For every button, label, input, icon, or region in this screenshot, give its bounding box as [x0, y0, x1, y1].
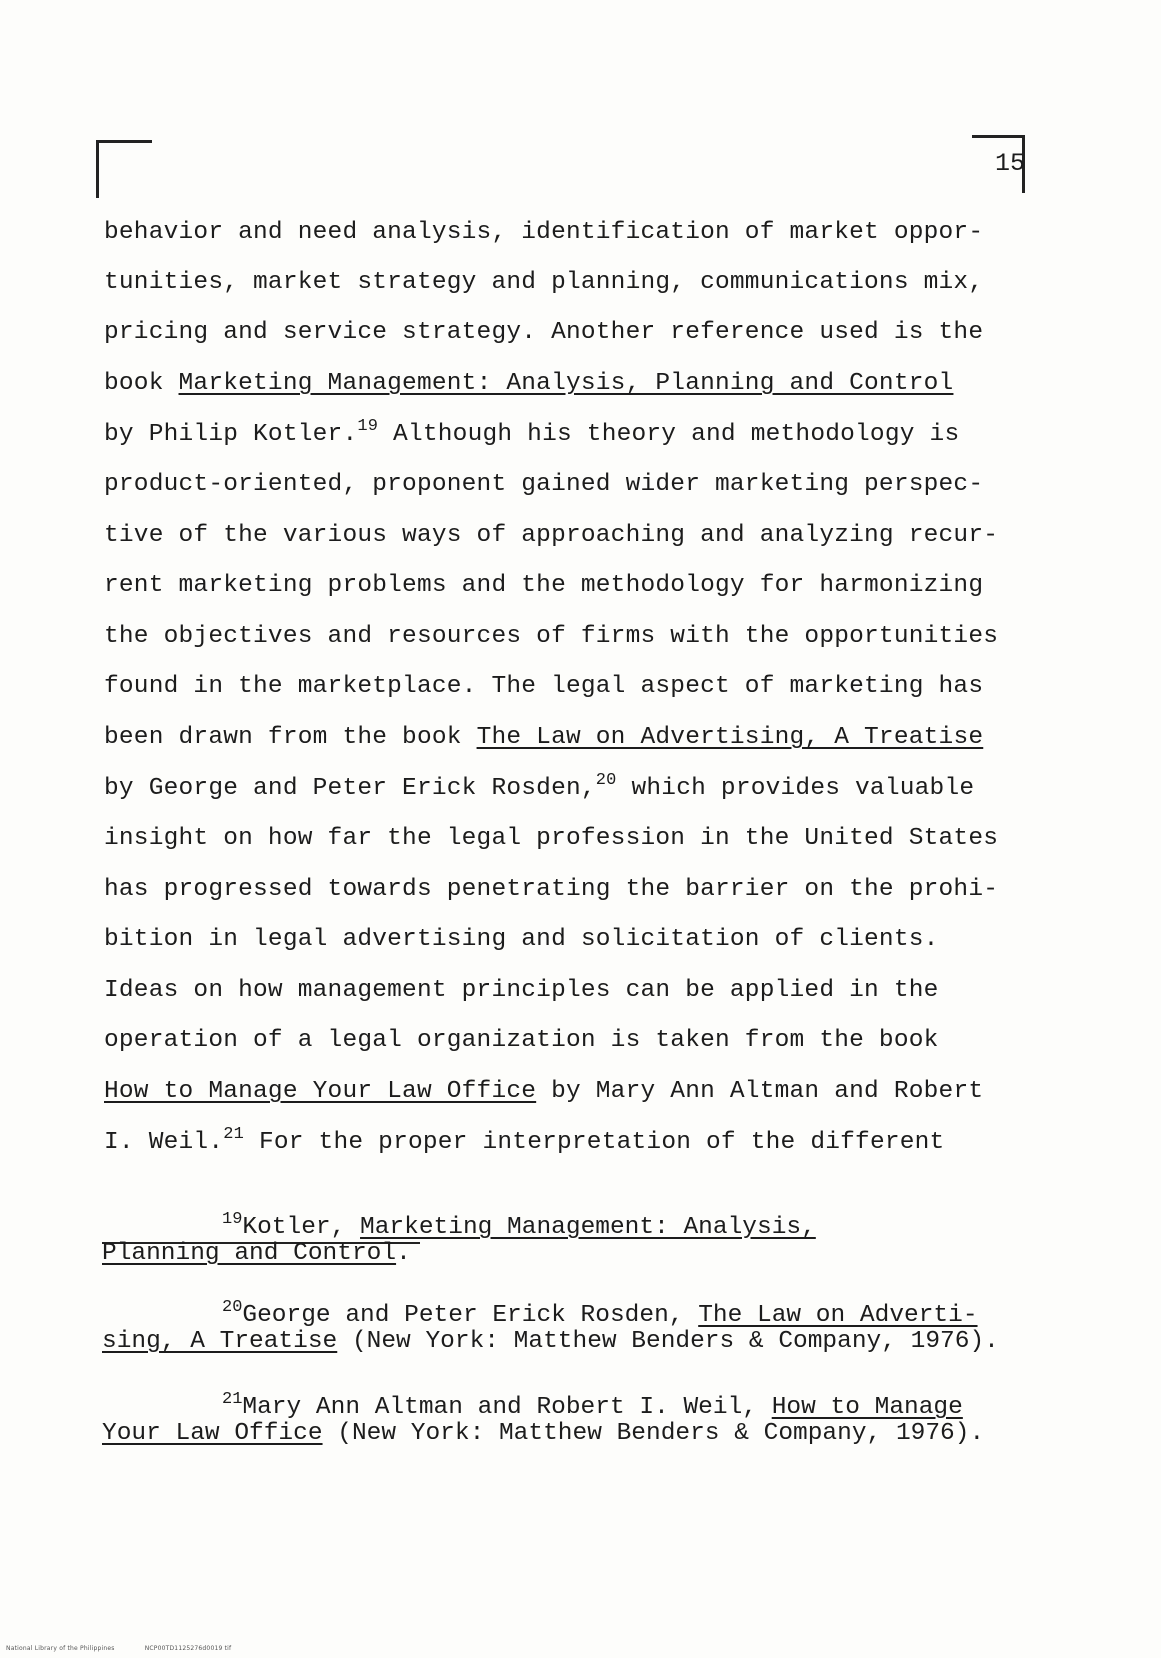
- footnote-text: George and Peter Erick Rosden,: [242, 1302, 699, 1329]
- body-line: found in the marketplace. The legal aspect of marketing has: [104, 673, 984, 700]
- footnote-reference-20: 20: [595, 771, 617, 790]
- body-line: [104, 771, 975, 804]
- body-line: pricing and service strategy. Another reference used is the: [104, 319, 984, 346]
- body-line: the objectives and resources of firms with the opportunities: [104, 623, 999, 650]
- body-line: tive of the various ways of approaching and analyzing recur-: [104, 522, 999, 549]
- book-title-marketing-management: Marketing Management: Analysis, Planning and Control: [178, 370, 954, 397]
- footnote-book-title: Your Law Office: [102, 1420, 323, 1447]
- body-line: [104, 417, 960, 450]
- body-line: [104, 1077, 983, 1107]
- body-text-span: which provides valuable: [616, 775, 975, 802]
- scan-library-label: National Library of the Philippines: [6, 1645, 115, 1652]
- footnote-book-title: sing, A Treatise: [102, 1328, 338, 1355]
- footnote-text: .: [396, 1240, 411, 1267]
- body-line: bition in legal advertising and solicitation of clients.: [104, 926, 939, 953]
- book-title-how-to-manage: How to Manage Your Law Office: [104, 1078, 537, 1105]
- body-text-span: Although his theory and methodology is: [378, 421, 960, 448]
- body-line: rent marketing problems and the methodology for harmonizing: [104, 572, 984, 599]
- footnote-text: (New York: Matthew Benders & Company, 1976).: [337, 1328, 999, 1355]
- body-text-span: by Mary Ann Altman and Robert: [536, 1078, 984, 1105]
- footnote-21-line-1: [222, 1390, 963, 1422]
- footnote-number-19: 19: [222, 1210, 243, 1229]
- body-text-span: book: [104, 370, 179, 397]
- body-line: operation of a legal organization is taken from the book: [104, 1027, 939, 1054]
- body-line: product-oriented, proponent gained wider marketing perspec-: [104, 471, 984, 498]
- footnote-19-line-2: [102, 1240, 411, 1268]
- body-line: Ideas on how management principles can be applied in the: [104, 977, 939, 1004]
- footnote-number-20: 20: [222, 1298, 243, 1317]
- body-text-span: by George and Peter Erick Rosden,: [104, 775, 596, 802]
- footnote-reference-21: 21: [223, 1125, 245, 1144]
- crop-mark-top-right-horizontal: [972, 135, 1024, 138]
- body-line: [104, 1125, 945, 1158]
- footnote-text: Mary Ann Altman and Robert I. Weil,: [242, 1394, 772, 1421]
- body-line: behavior and need analysis, identification of market oppor-: [104, 219, 984, 246]
- body-line: tunities, market strategy and planning, communications mix,: [104, 269, 984, 296]
- body-line: has progressed towards penetrating the barrier on the prohi-: [104, 876, 999, 903]
- body-text-span: been drawn from the book: [104, 724, 477, 751]
- footnote-book-title: Planning and Control: [102, 1240, 397, 1267]
- footnote-19-line-1: [222, 1210, 816, 1242]
- footnote-20-line-2: [102, 1328, 999, 1356]
- body-text-span: For the proper interpretation of the different: [244, 1129, 945, 1156]
- page-number: 15: [995, 149, 1026, 178]
- crop-mark-top-left-vertical: [96, 140, 99, 198]
- footnote-reference-19: 19: [357, 417, 379, 436]
- footnote-20-line-1: [222, 1298, 978, 1330]
- footnote-number-21: 21: [222, 1390, 243, 1409]
- body-line: [104, 369, 953, 399]
- body-text-span: by Philip Kotler.: [104, 421, 358, 448]
- footnote-21-line-2: [102, 1420, 984, 1448]
- scan-footer: [6, 1645, 259, 1652]
- book-title-law-on-advertising: The Law on Advertising, A Treatise: [476, 724, 984, 751]
- footnote-text: (New York: Matthew Benders & Company, 1976).: [322, 1420, 985, 1447]
- footnote-text: Kotler,: [242, 1214, 361, 1241]
- footnote-book-title: The Law on Adverti-: [698, 1302, 978, 1329]
- body-line: [104, 723, 983, 753]
- footnote-book-title: Marketing Management: Analysis,: [360, 1214, 816, 1241]
- body-text-span: I. Weil.: [104, 1129, 224, 1156]
- crop-mark-top-left-horizontal: [96, 140, 152, 143]
- scan-file-id: NCP00TD1125276d0019 tif: [144, 1645, 232, 1652]
- footnote-book-title: How to Manage: [771, 1394, 963, 1421]
- body-line: insight on how far the legal profession in the United States: [104, 825, 999, 852]
